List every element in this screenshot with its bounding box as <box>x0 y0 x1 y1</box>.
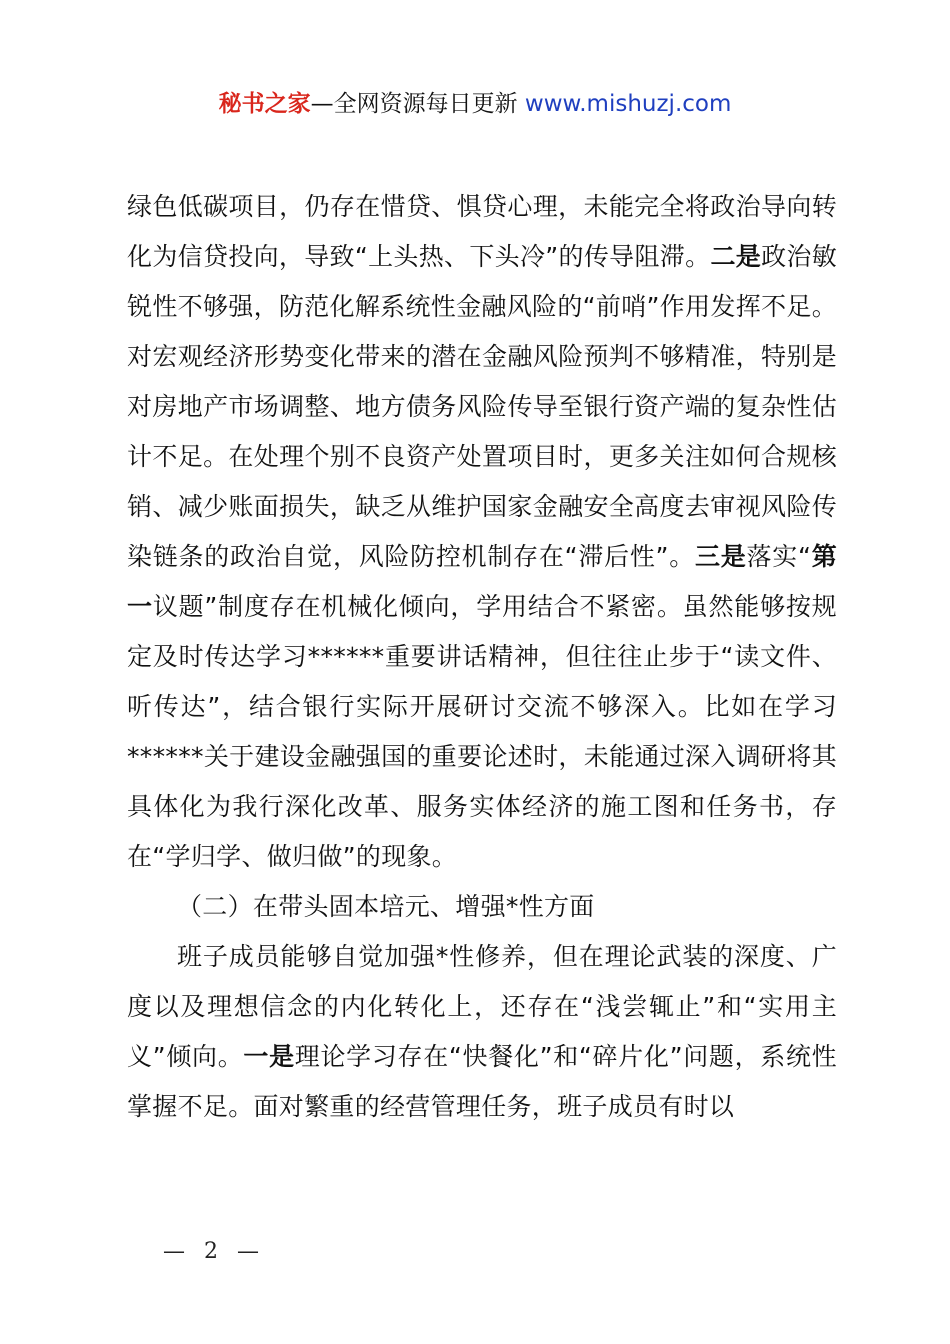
point-marker-three: 三是 <box>695 542 747 571</box>
paragraph-section-two <box>127 932 837 1132</box>
header-tagline: —全网资源每日更新 <box>310 91 525 117</box>
paragraph-text: 班子成员能够自觉加强*性修养，但在理论武装的深度、广度以及理想信念的内化转化上，还存在“浅尝辄止”和“实用主义”倾向。 <box>127 942 837 1071</box>
paragraph-continued <box>127 182 837 882</box>
site-header <box>0 86 950 122</box>
document-body <box>127 182 837 1132</box>
paragraph-text: 落实“ <box>746 542 812 571</box>
paragraph-text: 绿色低碳项目，仍存在惜贷、惧贷心理，未能完全将政治导向转化为信贷投向，导致“上头热、下头冷”的传导阻滞。 <box>127 192 837 271</box>
point-marker-two: 二是 <box>710 242 762 271</box>
section-heading: （二）在带头固本培元、增强*性方面 <box>177 892 595 921</box>
brand-name: 秘书之家 <box>218 91 311 117</box>
paragraph-text: 议题”制度存在机械化倾向，学用结合不紧密。虽然能够按规定及时传达学习******重要讲话精神，但往往止步于“读文件、听传达”，结合银行实际开展研讨交流不够深入。比如在学习******关于建设金融强国的重要论述时，未能通过深入调研将其具体化为我行深化改革、服务实体经济的施工图和任务书，存在“学归学、做归做”的现象。 <box>127 592 837 871</box>
paragraph-text: 理论学习存在“快餐化”和“碎片化”问题，系统性掌握不足。面对繁重的经营管理任务，班子成员有时以 <box>127 1042 837 1121</box>
page-number: — 2 — <box>163 1239 265 1264</box>
site-url-link[interactable]: www.mishuzj.com <box>524 91 732 117</box>
paragraph-text: 政治敏锐性不够强，防范化解系统性金融风险的“前哨”作用发挥不足。对宏观经济形势变化带来的潜在金融风险预判不够精准，特别是对房地产市场调整、地方债务风险传导至银行资产端的复杂性估计不足。在处理个别不良资产处置项目时，更多关注如何合规核销、减少账面损失，缺乏从维护国家金融安全高度去审视风险传染链条的政治自觉，风险防控机制存在“滞后性”。 <box>127 242 838 571</box>
point-marker-one: 一是 <box>243 1042 295 1071</box>
bold-phrase-first: 第一 <box>127 542 837 621</box>
